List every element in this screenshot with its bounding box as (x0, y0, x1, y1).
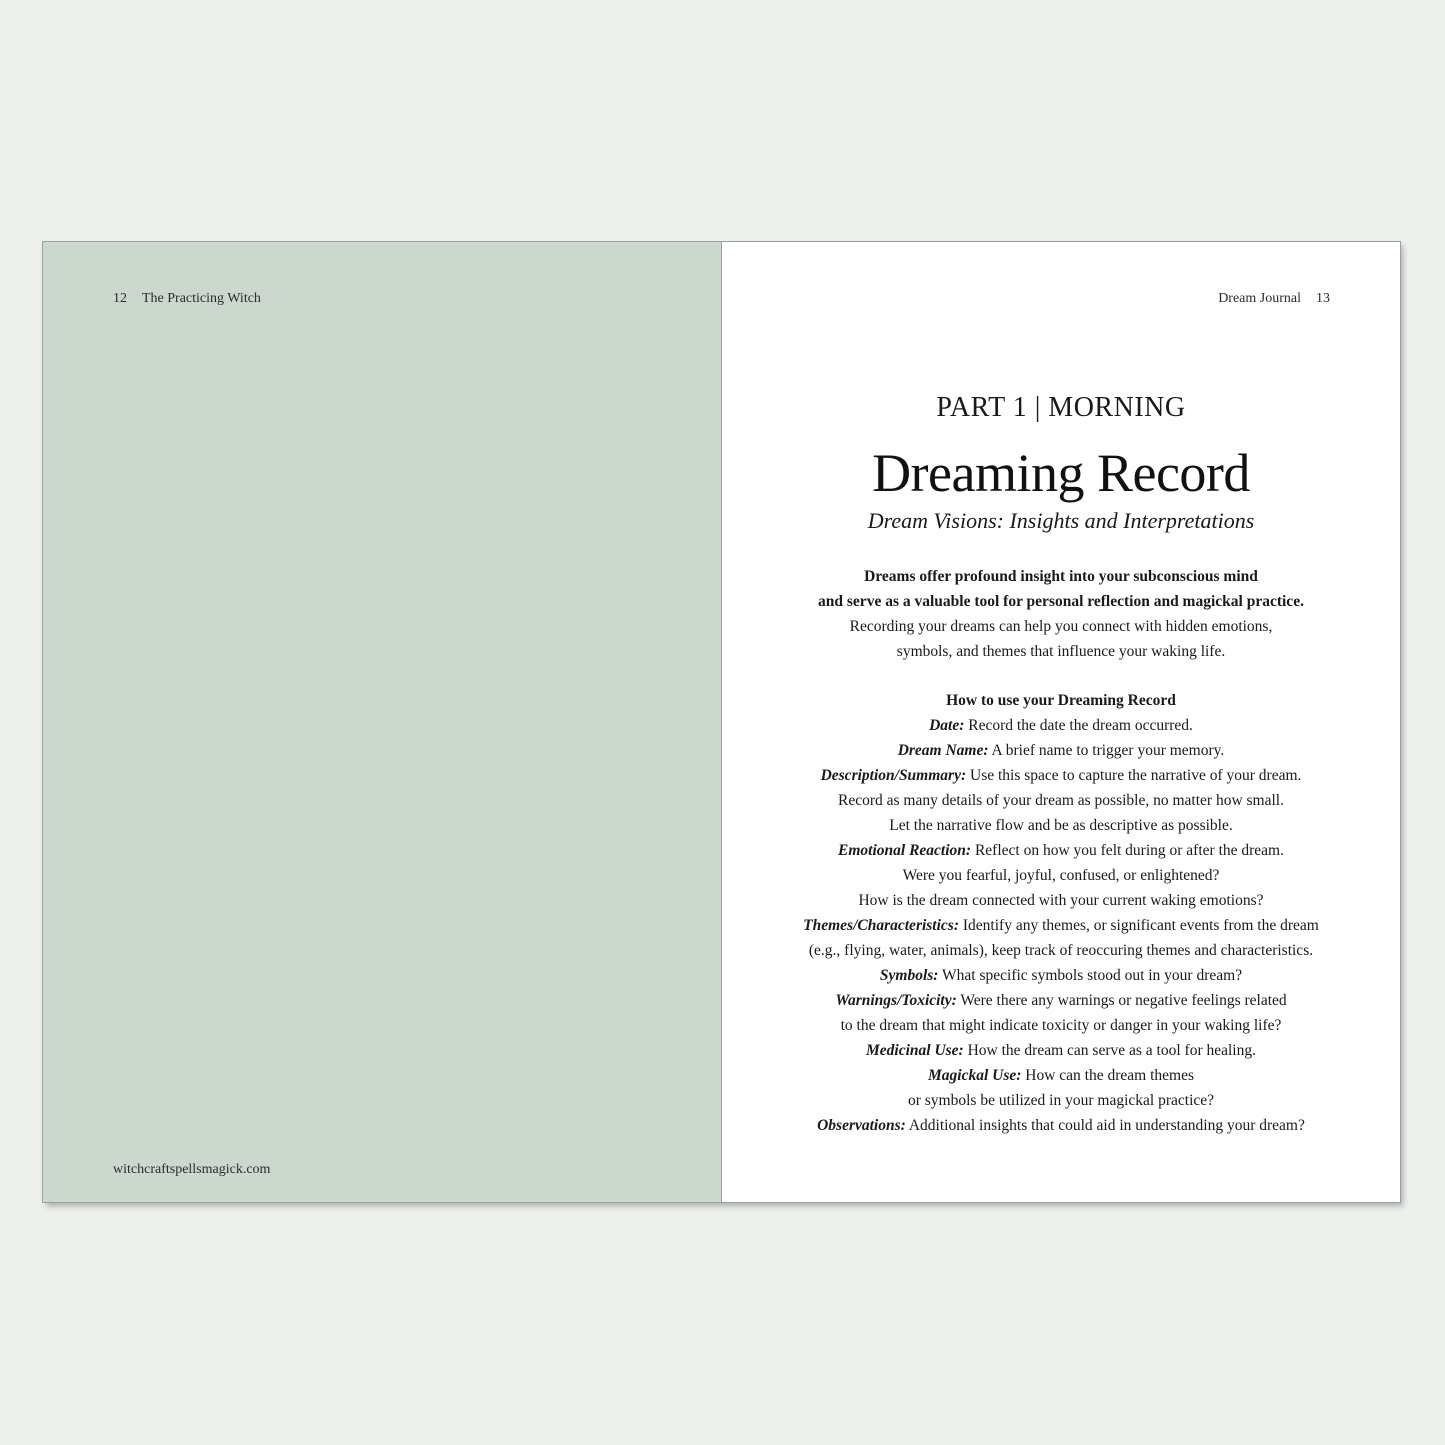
entry-text: to the dream that might indicate toxicity or danger in your waking life? (840, 1017, 1282, 1035)
page-content (722, 394, 1400, 1138)
entry-label: Warnings/Toxicity: (835, 992, 957, 1010)
page-subtitle: Dream Visions: Insights and Interpretations (867, 508, 1255, 533)
entry-label: Themes/Characteristics: (803, 917, 959, 935)
entry-text: Reflect on how you felt during or after the dream. (971, 842, 1284, 860)
part-heading: PART 1 | MORNING (936, 392, 1186, 423)
entry-label: Emotional Reaction: (838, 842, 972, 860)
entry-text: What specific symbols stood out in your dream? (938, 967, 1243, 985)
entry-label: Symbols: (879, 967, 939, 985)
left-page (43, 242, 722, 1202)
entry-line (722, 988, 1400, 1013)
how-to-heading: How to use your Dreaming Record (946, 692, 1176, 710)
entry-text: Were there any warnings or negative feelings related (956, 992, 1287, 1010)
left-running-head (113, 291, 261, 307)
footer-url: witchcraftspellsmagick.com (113, 1162, 271, 1177)
entry-label: Magickal Use: (927, 1067, 1022, 1085)
entry-line (722, 763, 1400, 788)
entry-text: Record as many details of your dream as possible, no matter how small. (838, 792, 1284, 810)
right-running-title: Dream Journal (1218, 291, 1301, 306)
entry-line (722, 1063, 1400, 1088)
intro-line: Recording your dreams can help you connect with hidden emotions, (849, 618, 1273, 636)
entry-line (722, 838, 1400, 863)
book-spread (43, 242, 1400, 1202)
paragraph-gap (722, 664, 1400, 688)
entry-label: Description/Summary: (820, 767, 967, 785)
right-running-head (1218, 291, 1330, 307)
entry-line (722, 888, 1400, 913)
entry-text: or symbols be utilized in your magickal practice? (907, 1092, 1215, 1110)
entry-line (722, 913, 1400, 938)
entry-line (722, 938, 1400, 963)
left-running-title: The Practicing Witch (142, 291, 261, 306)
right-page (722, 242, 1400, 1202)
entry-text: How is the dream connected with your current waking emotions? (858, 892, 1264, 910)
intro-bold-line: Dreams offer profound insight into your subconscious mind (864, 568, 1258, 586)
entry-line (722, 1088, 1400, 1113)
entry-line (722, 813, 1400, 838)
entry-line (722, 1113, 1400, 1138)
entry-text: Let the narrative flow and be as descriptive as possible. (889, 817, 1233, 835)
entry-text: A brief name to trigger your memory. (988, 742, 1225, 760)
entry-text: Use this space to capture the narrative of your dream. (966, 767, 1302, 785)
entry-text: How the dream can serve as a tool for healing. (963, 1042, 1256, 1060)
entry-label: Date: (929, 717, 965, 735)
body-text (722, 564, 1400, 1138)
entry-text: How can the dream themes (1021, 1067, 1194, 1085)
entry-text: (e.g., flying, water, animals), keep track of reoccuring themes and characteristics. (808, 942, 1314, 960)
entry-label: Medicinal Use: (866, 1042, 964, 1060)
entry-line (722, 1038, 1400, 1063)
entry-label: Dream Name: (897, 742, 989, 760)
left-page-number: 12 (113, 291, 127, 306)
entry-line (722, 1013, 1400, 1038)
entry-line (722, 863, 1400, 888)
entry-text: Identify any themes, or significant events from the dream (959, 917, 1319, 935)
entry-text: Were you fearful, joyful, confused, or enlightened? (902, 867, 1220, 885)
intro-bold-line: and serve as a valuable tool for personal reflection and magickal practice. (818, 593, 1304, 611)
entry-label: Observations: (817, 1117, 906, 1135)
entry-line (722, 738, 1400, 763)
page-title: Dreaming Record (872, 443, 1250, 503)
right-page-number: 13 (1316, 291, 1330, 306)
entry-text: Record the date the dream occurred. (964, 717, 1193, 735)
entry-line (722, 788, 1400, 813)
entry-line (722, 963, 1400, 988)
entry-text: Additional insights that could aid in understanding your dream? (905, 1117, 1305, 1135)
intro-line: symbols, and themes that influence your waking life. (896, 643, 1226, 661)
entry-line (722, 713, 1400, 738)
